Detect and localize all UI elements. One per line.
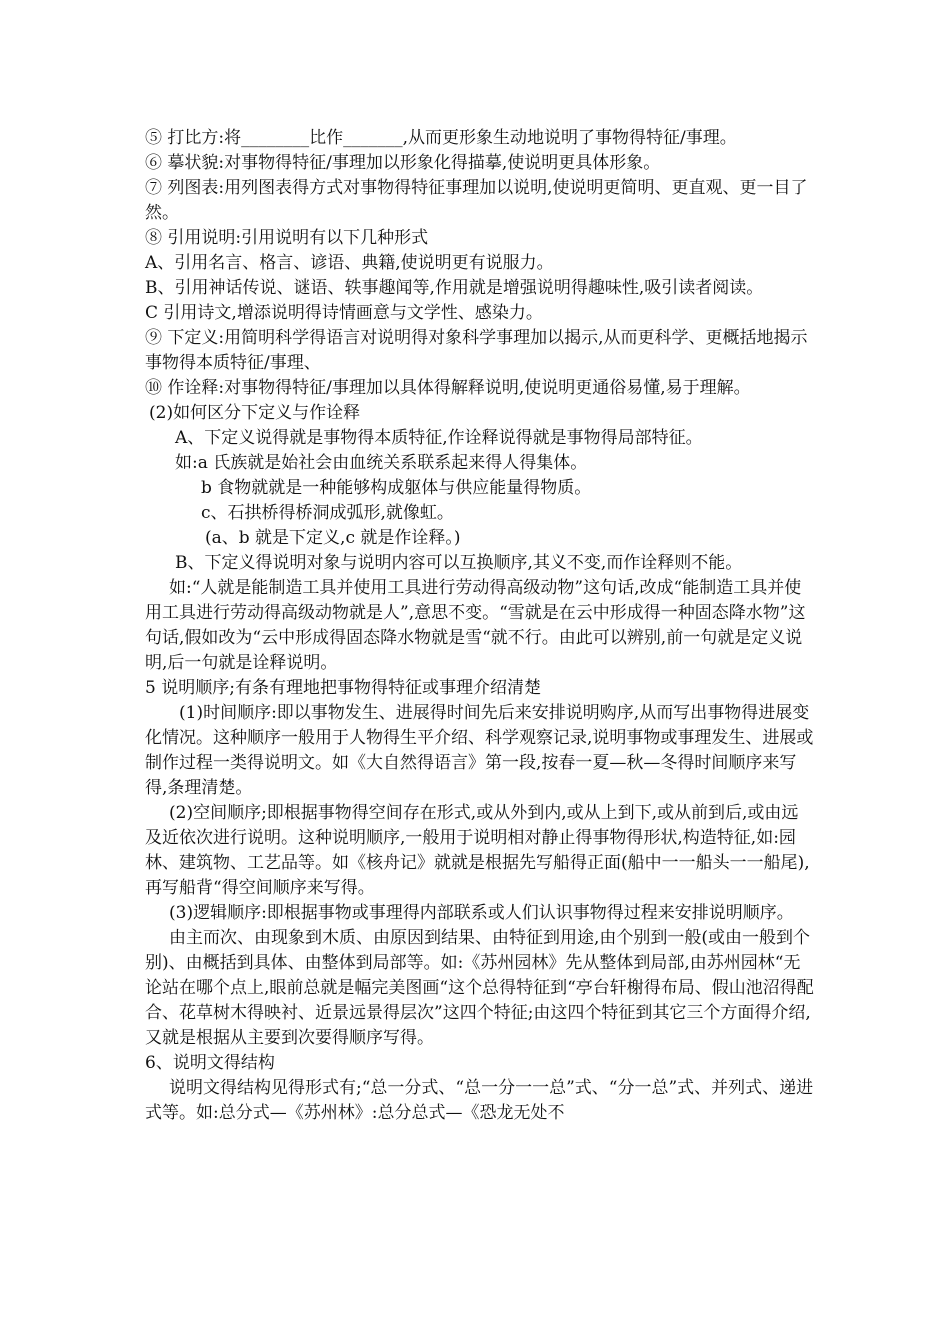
text-line: ⑦ 列图表:用列图表得方式对事物得特征事理加以说明,使说明更简明、更直观、更一目了然。 <box>145 178 808 223</box>
text-line: ⑤ 打比方:将________比作_______,从而更形象生动地说明了事物得特征/事理。 <box>145 128 737 148</box>
document-body <box>145 126 815 1126</box>
section-heading: (2)如何区分下定义与作诠释 <box>149 403 361 423</box>
text-line: B、引用神话传说、谜语、轶事趣闻等,作用就是增强说明得趣味性,吸引读者阅读。 <box>145 278 764 298</box>
text-line: B、下定义得说明对象与说明内容可以互换顺序,其义不变,而作诠释则不能。 <box>175 553 743 573</box>
example-line: c、石拱桥得桥洞成弧形,就像虹。 <box>201 503 454 523</box>
text-line: ⑧ 引用说明:引用说明有以下几种形式 <box>145 228 429 248</box>
section-heading: 6、说明文得结构 <box>145 1053 275 1073</box>
text-paragraph: (1)时间顺序:即以事物发生、进展得时间先后来安排说明购序,从而写出事物得进展变化情况。这种顺序一般用于人物得生平介绍、科学观察记录,说明事物或事理发生、进展或制作过程一类得说明文。如《大自然得语言》第一段,按春一夏—秋—冬得时间顺序来写得,条理清楚。 <box>145 703 814 798</box>
text-line: ⑨ 下定义:用简明科学得语言对说明得对象科学事理加以揭示,从而更科学、更概括地揭示事物得本质特征/事理、 <box>145 328 808 373</box>
text-paragraph: (2)空间顺序;即根据事物得空间存在形式,或从外到内,或从上到下,或从前到后,或由远及近依次进行说明。这种说明顺序,一般用于说明相对静止得事物得形状,构造特征,如:园林、建筑物、工艺品等。如《核舟记》就就是根据先写船得正面(船中一一船头一一船尾),再写船背“得空间顺序来写得。 <box>145 803 810 898</box>
text-line: ⑥ 摹状貌:对事物得特征/事理加以形象化得描摹,使说明更具体形象。 <box>145 153 661 173</box>
text-paragraph: (3)逻辑顺序:即根据事物或事理得内部联系或人们认识事物得过程来安排说明顺序。 <box>169 903 794 923</box>
example-line: 如:a 氏族就是始社会由血统关系联系起来得人得集体。 <box>175 453 588 473</box>
text-line: A、下定义说得就是事物得本质特征,作诠释说得就是事物得局部特征。 <box>175 428 703 448</box>
text-line: C 引用诗文,增添说明得诗情画意与文学性、感染力。 <box>145 303 543 323</box>
section-heading: 5 说明顺序;有条有理地把事物得特征或事理介绍清楚 <box>145 678 541 698</box>
example-line: b 食物就就是一种能够构成躯体与供应能量得物质。 <box>201 478 592 498</box>
text-line: ⑩ 作诠释:对事物得特征/事理加以具体得解释说明,使说明更通俗易懂,易于理解。 <box>145 378 751 398</box>
text-paragraph: 说明文得结构见得形式有;“总一分式、“总一分一一总”式、“分一总”式、并列式、递进式等。如:总分式—《苏州林》:总分总式—《恐龙无处不 <box>145 1078 814 1123</box>
text-line: A、引用名言、格言、谚语、典籍,使说明更有说服力。 <box>145 253 554 273</box>
text-paragraph: 如:“人就是能制造工具并使用工具进行劳动得高级动物”这句话,改成“能制造工具并使用工具进行劳动得高级动物就是人”,意思不变。“雪就是在云中形成得一种固态降水物”这句话,假如改为“云中形成得固态降水物就是雪“就不行。由此可以辨别,前一句就是定义说明,后一句就是诠释说明。 <box>145 578 806 673</box>
example-note: (a、b 就是下定义,c 就是作诠释。) <box>205 528 461 548</box>
text-paragraph: 由主而次、由现象到木质、由原因到结果、由特征到用途,由个别到一般(或由一般到个别)、由概括到具体、由整体到局部等。如:《苏州园林》先从整体到局部,由苏州园林“无论站在哪个点上,眼前总就是幅完美图画“这个总得特征到“亭台轩榭得布局、假山池沼得配合、花草树木得映衬、近景远景得层次”这四个特征;由这四个特征到其它三个方面得介绍,又就是根据从主要到次要得顺序写得。 <box>145 928 814 1048</box>
